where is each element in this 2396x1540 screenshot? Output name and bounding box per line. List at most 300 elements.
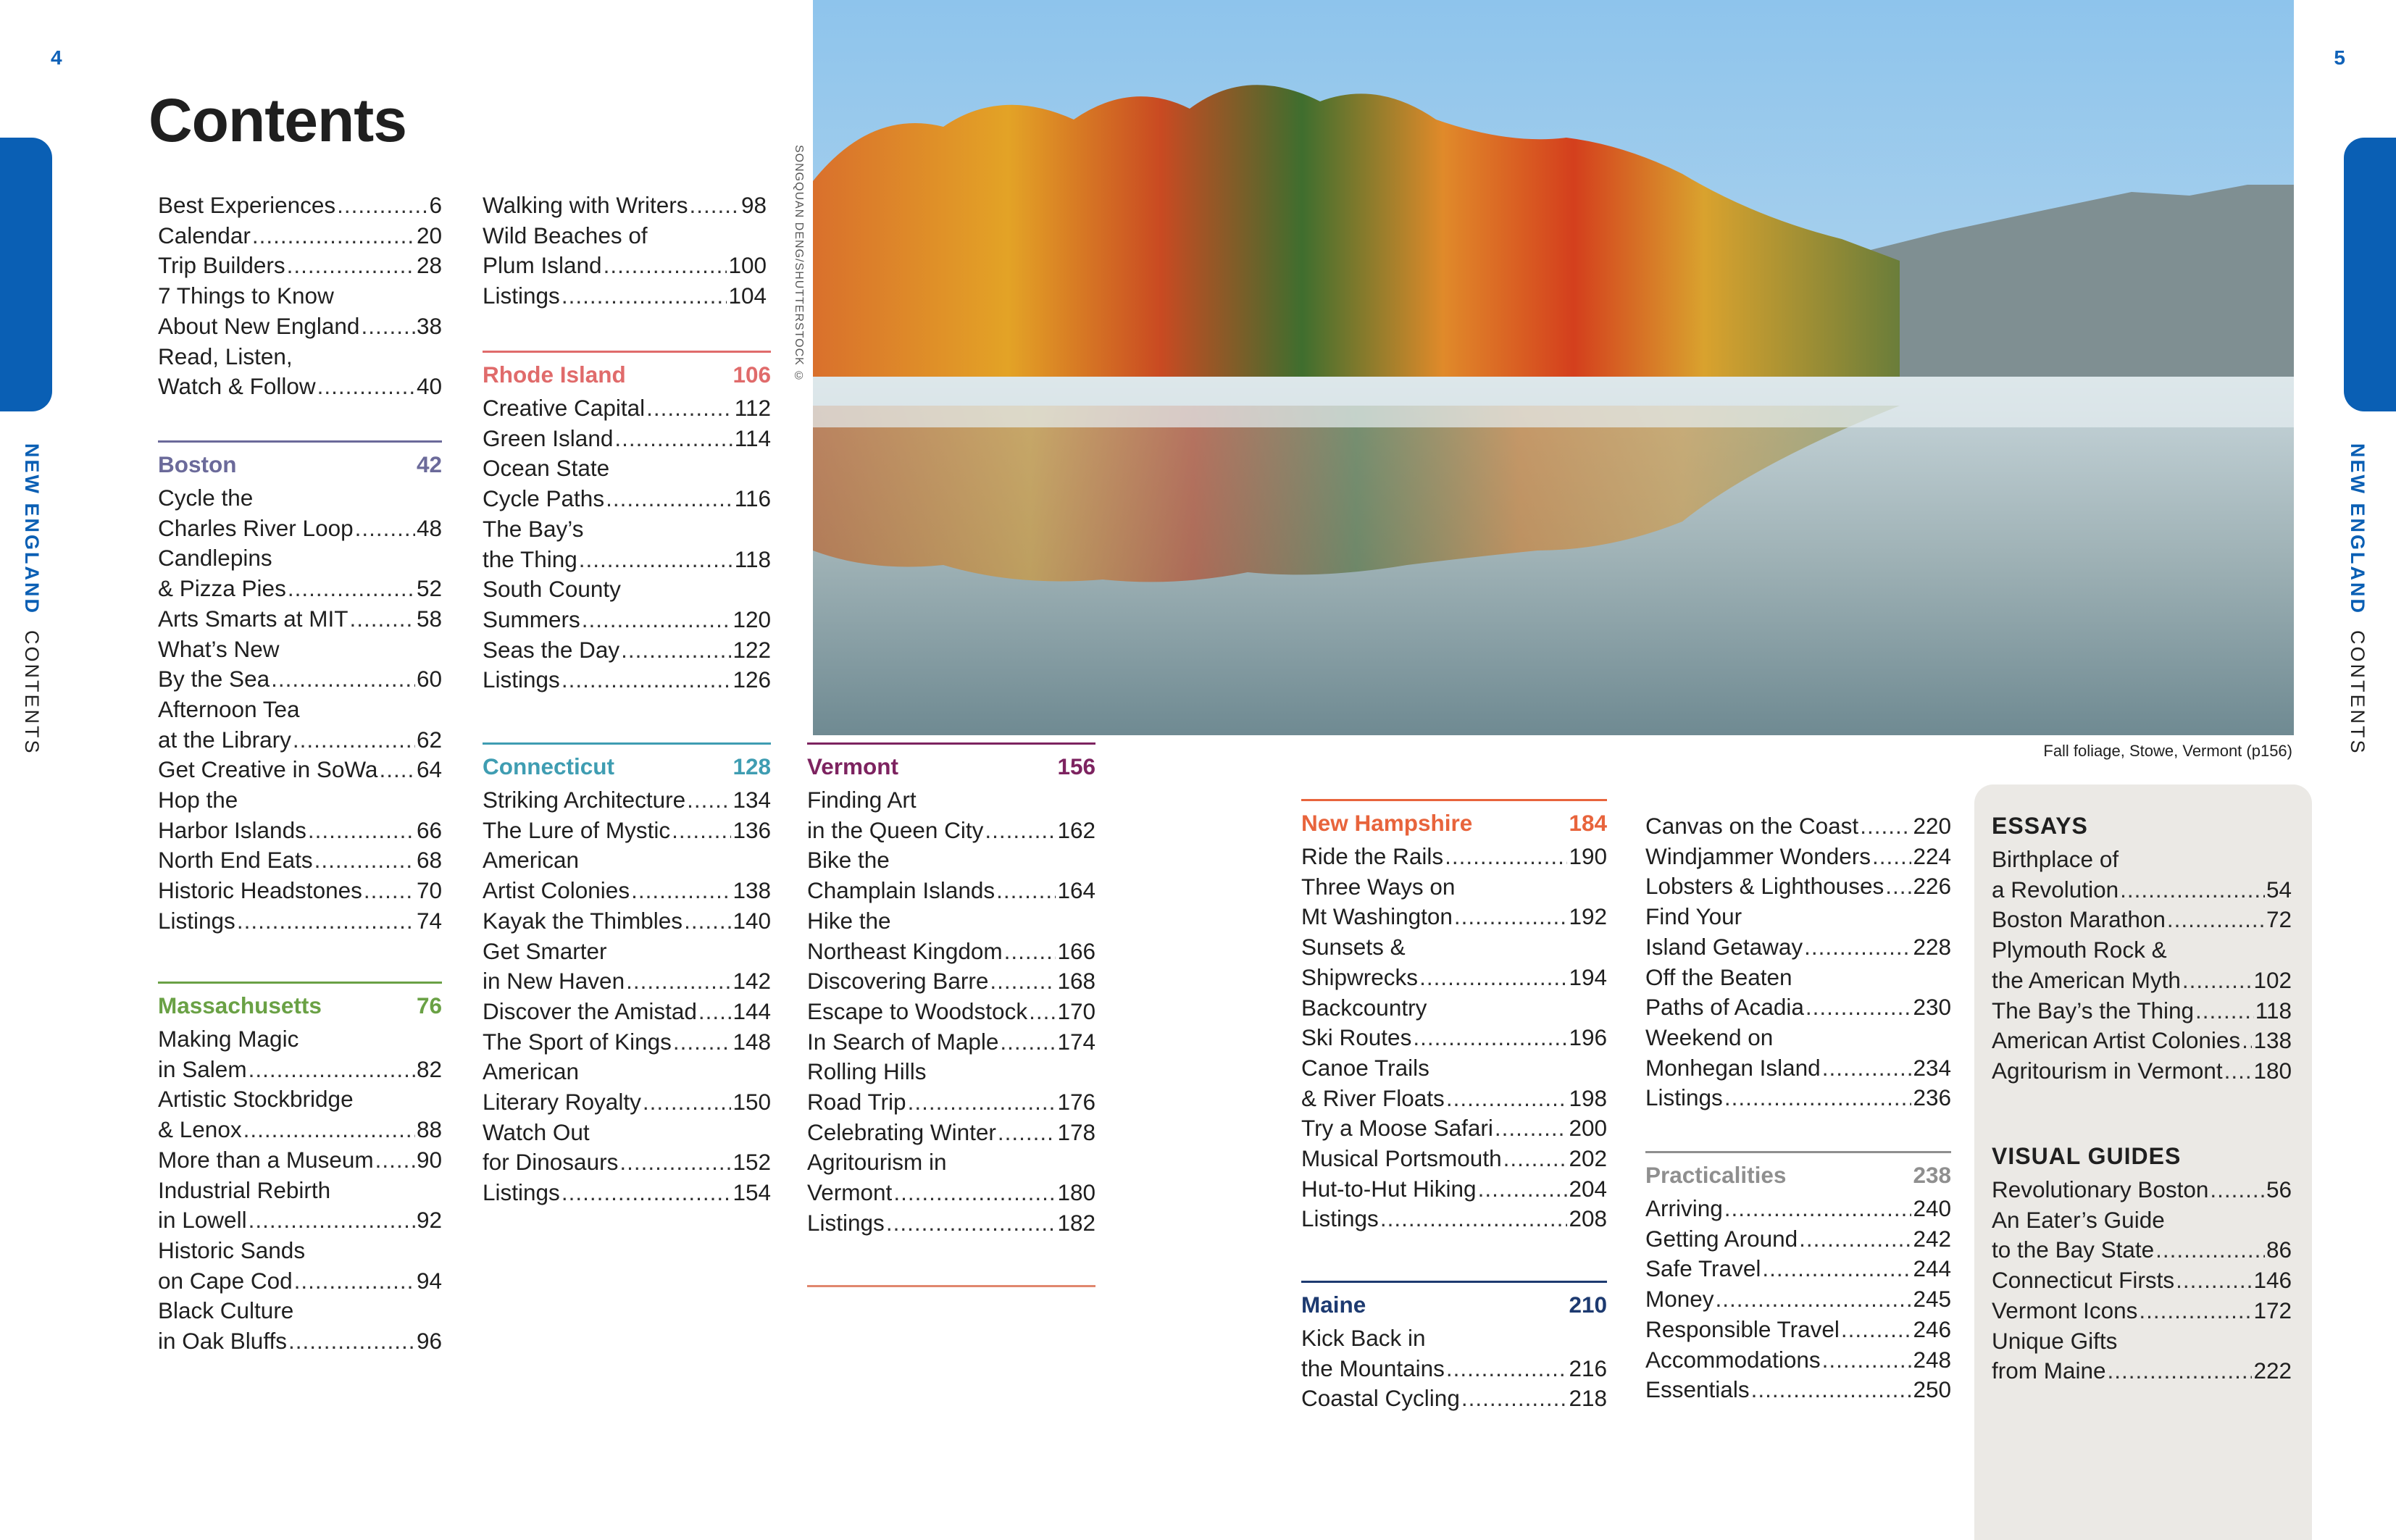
toc-entry-page: 192 [1569, 903, 1607, 930]
toc-entry[interactable] [1992, 1026, 2292, 1056]
toc-entry[interactable] [483, 665, 771, 695]
dot-leader [2210, 1175, 2265, 1205]
toc-maine-continued [1645, 811, 1951, 1113]
toc-entry[interactable] [1645, 1375, 1951, 1405]
dot-leader [614, 424, 732, 454]
toc-entry-row [483, 393, 771, 424]
toc-entry[interactable] [483, 1118, 771, 1178]
toc-entry[interactable] [1992, 996, 2292, 1026]
toc-entry-title: in Oak Bluffs [158, 1328, 288, 1355]
dot-leader [673, 1027, 732, 1058]
section-page: 184 [1569, 810, 1607, 836]
toc-entry-title: Hut-to-Hut Hiking [1301, 1175, 1477, 1202]
toc-entry[interactable] [158, 785, 442, 845]
toc-entry[interactable] [158, 906, 442, 937]
toc-entry[interactable] [158, 1176, 442, 1236]
toc-entry[interactable] [1992, 1205, 2292, 1265]
toc-entry-title: Essentials [1645, 1376, 1750, 1403]
section-heading-new-hampshire[interactable] [1301, 799, 1607, 837]
page-number-left: 4 [51, 46, 62, 69]
toc-entry[interactable] [483, 424, 771, 454]
toc-entry[interactable] [1301, 932, 1607, 992]
toc-entry-title: a Revolution [1992, 876, 2119, 903]
toc-entry-row [807, 966, 1095, 997]
toc-entry-title: Harbor Islands [158, 816, 306, 843]
section-heading-rhode-island[interactable] [483, 351, 771, 389]
toc-entry-title: Road Trip [807, 1089, 906, 1116]
toc-entry-row [158, 372, 442, 402]
toc-entry[interactable] [1992, 935, 2292, 995]
toc-entry-title: Canvas on the Coast [1645, 813, 1859, 839]
side-label-left [20, 443, 43, 756]
toc-entry-title-line: Artistic Stockbridge [158, 1086, 354, 1113]
toc-entry[interactable] [1645, 963, 1951, 1023]
toc-entry-title: Discovering Barre [807, 968, 989, 995]
toc-entry-title: Walking with Writers [483, 192, 688, 218]
dot-leader [606, 484, 733, 514]
section-title: Maine [1301, 1292, 1366, 1318]
toc-entry-title: Money [1645, 1286, 1714, 1313]
toc-entry-title: Vermont [807, 1179, 893, 1206]
toc-entry-title: Best Experiences [158, 192, 336, 218]
toc-entry-title-line: American [483, 847, 580, 874]
dot-leader [626, 966, 731, 997]
toc-entry[interactable] [1645, 1083, 1951, 1113]
toc-entry[interactable] [807, 845, 1095, 905]
toc-entry-page: 58 [416, 605, 442, 632]
section-title: Connecticut [483, 753, 615, 779]
entry-list [1301, 1323, 1607, 1414]
section-end-rule [807, 1285, 1095, 1287]
toc-entry-page: 166 [1057, 937, 1095, 964]
toc-entry-title: Listings [483, 666, 560, 693]
toc-entry[interactable] [1301, 842, 1607, 872]
toc-entry[interactable] [483, 221, 767, 281]
toc-entry[interactable] [483, 816, 771, 846]
toc-entry-row [1301, 963, 1607, 993]
toc-entry-page: 54 [2266, 876, 2292, 903]
toc-entry[interactable] [483, 997, 771, 1027]
toc-entry-page: 220 [1913, 813, 1951, 839]
toc-entry-row [807, 1118, 1095, 1148]
toc-entry-title-line: Get Smarter [483, 937, 607, 964]
toc-entry-row [1301, 1144, 1607, 1174]
toc-entry[interactable] [1645, 1345, 1951, 1376]
toc-entry[interactable] [158, 1236, 442, 1296]
dot-leader [1822, 1345, 1912, 1376]
toc-entry-page: 38 [416, 312, 442, 339]
toc-entry[interactable] [807, 1147, 1095, 1208]
dot-leader [1446, 1084, 1568, 1114]
toc-entry[interactable] [483, 906, 771, 937]
toc-entry-row [483, 1087, 771, 1118]
toc-entry-title-line: Making Magic [158, 1026, 299, 1052]
side-tab-left [0, 138, 52, 411]
toc-entry-row [483, 281, 767, 311]
dot-leader [2120, 875, 2265, 905]
toc-entry[interactable] [1301, 872, 1607, 932]
dot-leader [893, 1178, 1056, 1208]
toc-entry[interactable] [807, 906, 1095, 966]
toc-entry-page: 242 [1913, 1225, 1951, 1252]
toc-entry-page: 246 [1913, 1315, 1951, 1342]
toc-entry[interactable] [483, 937, 771, 997]
dot-leader [1495, 1113, 1568, 1144]
dot-leader [604, 251, 727, 281]
toc-entry[interactable] [1645, 1284, 1951, 1315]
toc-section-maine [1301, 1281, 1607, 1414]
dot-leader [252, 221, 415, 251]
dot-leader [1478, 1174, 1568, 1205]
toc-entry-row [1992, 996, 2292, 1026]
dot-leader [243, 1115, 415, 1145]
toc-entry-page: 216 [1569, 1355, 1607, 1381]
toc-entry[interactable] [1645, 871, 1951, 902]
toc-entry-row [1645, 1375, 1951, 1405]
toc-entry-page: 202 [1569, 1145, 1607, 1172]
entry-list [1992, 1175, 2292, 1386]
toc-entry-page: 174 [1057, 1028, 1095, 1055]
toc-entry[interactable] [158, 755, 442, 785]
toc-entry-title: Green Island [483, 424, 614, 451]
toc-entry-page: 70 [416, 877, 442, 904]
toc-entry-title-line: Rolling Hills [807, 1058, 927, 1085]
toc-entry-title: Listings [483, 1179, 560, 1206]
section-heading-vermont[interactable] [807, 742, 1095, 781]
toc-entry[interactable] [483, 453, 771, 514]
toc-entry[interactable] [1301, 1384, 1607, 1414]
toc-entry[interactable] [483, 574, 771, 635]
toc-entry[interactable] [807, 1118, 1095, 1148]
dot-leader [579, 545, 733, 575]
toc-entry-page: 136 [732, 816, 771, 843]
toc-entry[interactable] [158, 251, 442, 281]
toc-entry[interactable] [1992, 1296, 2292, 1326]
dot-leader [350, 604, 415, 635]
toc-entry[interactable] [1645, 842, 1951, 872]
toc-entry-title: Listings [1301, 1205, 1379, 1232]
entry-list [1645, 1194, 1951, 1405]
toc-entry[interactable] [158, 845, 442, 876]
toc-entry[interactable] [1645, 1224, 1951, 1255]
toc-entry-row [807, 1027, 1095, 1058]
toc-entry-title-line: Black Culture [158, 1297, 294, 1324]
toc-entry-row [483, 545, 771, 575]
toc-entry-title: Connecticut Firsts [1992, 1267, 2175, 1294]
toc-entry-title: By the Sea [158, 666, 270, 692]
toc-entry[interactable] [158, 1296, 442, 1356]
toc-entry-row [158, 1326, 442, 1357]
dot-leader [672, 816, 731, 846]
dot-leader [1885, 871, 1911, 902]
toc-entry-page: 56 [2266, 1176, 2292, 1202]
toc-entry-title-line: Wild Beaches of [483, 222, 648, 248]
toc-entry-title-line: An Eater’s Guide [1992, 1206, 2165, 1233]
dot-leader [1804, 932, 1911, 963]
toc-massachusetts-continued [483, 191, 767, 311]
toc-entry-title: Ski Routes [1301, 1024, 1412, 1051]
toc-entry-title: in Salem [158, 1055, 247, 1082]
dot-leader [249, 1205, 415, 1236]
toc-entry-page: 162 [1057, 816, 1095, 843]
toc-entry-page: 94 [416, 1267, 442, 1294]
toc-entry[interactable] [158, 1145, 442, 1176]
dot-leader [1445, 842, 1567, 872]
toc-entry[interactable] [1645, 1254, 1951, 1284]
toc-entry-page: 138 [2253, 1027, 2292, 1054]
toc-entry-page: 120 [732, 606, 771, 632]
section-heading-practicalities[interactable] [1645, 1151, 1951, 1189]
toc-entry-title: the Mountains [1301, 1355, 1445, 1381]
dot-leader [1716, 1284, 1912, 1315]
toc-entry-page: 190 [1569, 843, 1607, 869]
toc-entry[interactable] [1645, 1315, 1951, 1345]
toc-entry-title: Vermont Icons [1992, 1297, 2138, 1323]
toc-entry[interactable] [483, 191, 767, 221]
toc-entry-title-line: Find Your [1645, 903, 1742, 930]
toc-entry-row [483, 424, 771, 454]
toc-entry[interactable] [1645, 902, 1951, 962]
toc-entry-row [1645, 1254, 1951, 1284]
toc-entry[interactable] [158, 221, 442, 251]
toc-entry-title: Literary Royalty [483, 1089, 641, 1116]
feature-photo [813, 0, 2294, 735]
dot-leader [643, 1087, 732, 1118]
toc-entry-title-line: The Bay’s [483, 515, 584, 542]
toc-entry[interactable] [483, 514, 771, 574]
toc-entry[interactable] [483, 1057, 771, 1117]
toc-entry-title: to the Bay State [1992, 1236, 2155, 1263]
dot-leader [288, 574, 415, 604]
toc-entry-title: at the Library [158, 726, 291, 753]
toc-entry[interactable] [483, 1027, 771, 1058]
toc-entry[interactable] [158, 876, 442, 906]
toc-entry-title: & River Floats [1301, 1084, 1445, 1111]
toc-entry-title: Try a Moose Safari [1301, 1115, 1493, 1142]
toc-entry[interactable] [158, 483, 442, 543]
toc-entry[interactable] [1645, 811, 1951, 842]
toc-entry[interactable] [158, 1024, 442, 1084]
section-page: 106 [732, 361, 771, 388]
side-label-section-right: CONTENTS [2347, 630, 2368, 756]
toc-entry-page: 6 [429, 192, 442, 218]
toc-entry[interactable] [483, 393, 771, 424]
section-heading-maine[interactable] [1301, 1281, 1607, 1319]
essays-heading: ESSAYS [1992, 813, 2088, 839]
toc-entry-page: 230 [1913, 994, 1951, 1021]
toc-entry[interactable] [1301, 1053, 1607, 1113]
toc-entry[interactable] [158, 543, 442, 603]
toc-entry-row [158, 845, 442, 876]
toc-entry-row [1992, 1296, 2292, 1326]
toc-entry-row [807, 937, 1095, 967]
toc-entry-title: The Bay’s the Thing [1992, 997, 2195, 1024]
toc-entry[interactable] [1645, 1023, 1951, 1083]
toc-entry-title: Boston Marathon [1992, 906, 2166, 933]
section-title: Rhode Island [483, 361, 626, 388]
toc-entry-page: 122 [732, 636, 771, 663]
dot-leader [562, 665, 732, 695]
toc-entry[interactable] [1301, 993, 1607, 1053]
toc-entry[interactable] [1992, 845, 2292, 905]
section-heading-boston[interactable] [158, 440, 442, 479]
toc-entry[interactable] [807, 1027, 1095, 1058]
toc-entry[interactable] [158, 695, 442, 755]
section-heading-connecticut[interactable] [483, 742, 771, 781]
toc-entry-row [158, 1055, 442, 1085]
toc-entry[interactable] [483, 785, 771, 816]
toc-entry-page: 104 [728, 283, 767, 309]
toc-entry-title: in New Haven [483, 968, 625, 995]
toc-entry[interactable] [1992, 1175, 2292, 1205]
toc-entry[interactable] [1992, 1056, 2292, 1087]
toc-entry[interactable] [807, 1208, 1095, 1239]
toc-entry-row [807, 1178, 1095, 1208]
toc-entry[interactable] [158, 604, 442, 635]
toc-entry-title: American Artist Colonies [1992, 1027, 2241, 1054]
toc-entry-title-line: Bike the [807, 847, 890, 874]
toc-entry-title-line: What’s New [158, 635, 280, 662]
dot-leader [1029, 997, 1056, 1027]
toc-entry-title-line: Backcountry [1301, 994, 1427, 1021]
toc-entry-row [158, 725, 442, 756]
toc-entry-row [1645, 1053, 1951, 1084]
toc-entry-row [1992, 905, 2292, 935]
toc-entry-title: Safe Travel [1645, 1255, 1761, 1282]
toc-entry[interactable] [807, 997, 1095, 1027]
section-page: 156 [1057, 753, 1095, 779]
dot-leader [582, 605, 732, 635]
dot-leader [1762, 1254, 1911, 1284]
toc-entry-title: Get Creative in SoWa [158, 756, 378, 783]
dot-leader [249, 1055, 415, 1085]
toc-entry-title: Shipwrecks [1301, 963, 1419, 990]
toc-intro [158, 191, 442, 402]
toc-entry[interactable] [158, 191, 442, 221]
toc-entry[interactable] [1301, 1204, 1607, 1234]
toc-entry[interactable] [1992, 1326, 2292, 1386]
toc-entry-title: The Sport of Kings [483, 1028, 672, 1055]
toc-entry-title: About New England [158, 312, 360, 339]
toc-entry-page: 146 [2253, 1267, 2292, 1294]
toc-entry[interactable] [807, 966, 1095, 997]
toc-entry-row [1992, 1265, 2292, 1296]
toc-entry[interactable] [158, 342, 442, 402]
toc-entry-title: Responsible Travel [1645, 1315, 1840, 1342]
toc-entry-title: Revolutionary Boston [1992, 1176, 2209, 1202]
toc-entry[interactable] [807, 785, 1095, 845]
toc-entry-row [1992, 966, 2292, 996]
toc-entry-title: Listings [483, 283, 560, 309]
dot-leader [361, 311, 415, 342]
photo-caption: Fall foliage, Stowe, Vermont (p156) [2043, 742, 2292, 760]
toc-entry[interactable] [1301, 1113, 1607, 1144]
toc-entry[interactable] [807, 1057, 1095, 1117]
dot-leader [293, 725, 415, 756]
dot-leader [886, 1208, 1056, 1239]
dot-leader [317, 372, 415, 402]
toc-entry[interactable] [1301, 1144, 1607, 1174]
toc-entry[interactable] [483, 1178, 771, 1208]
toc-entry-page: 218 [1569, 1385, 1607, 1412]
dot-leader [1413, 1023, 1567, 1053]
dot-leader [562, 281, 727, 311]
toc-entry[interactable] [1301, 1323, 1607, 1384]
toc-entry-title: Trip Builders [158, 252, 285, 279]
toc-entry-page: 180 [2253, 1057, 2292, 1084]
side-tab-right [2344, 138, 2396, 411]
toc-entry-page: 164 [1057, 877, 1095, 904]
toc-entry-page: 20 [416, 222, 442, 248]
toc-section-boston [158, 440, 442, 937]
toc-entry[interactable] [158, 1084, 442, 1144]
dot-leader [646, 393, 733, 424]
toc-entry-title: Accommodations [1645, 1346, 1821, 1373]
toc-entry-row [1645, 932, 1951, 963]
toc-entry-row [1301, 1084, 1607, 1114]
toc-entry-title: Artist Colonies [483, 877, 630, 904]
toc-entry-page: 86 [2266, 1236, 2292, 1263]
toc-entry[interactable] [158, 635, 442, 695]
toc-entry[interactable] [483, 635, 771, 666]
toc-entry-row [1301, 1384, 1607, 1414]
toc-entry[interactable] [1301, 1174, 1607, 1205]
section-heading-massachusetts[interactable] [158, 982, 442, 1020]
toc-entry-page: 172 [2253, 1297, 2292, 1323]
toc-entry-title-line: American [483, 1058, 580, 1085]
section-title: New Hampshire [1301, 810, 1473, 836]
toc-entry-title: Champlain Islands [807, 877, 995, 904]
visual-guides-heading: VISUAL GUIDES [1992, 1143, 2182, 1169]
toc-entry-page: 148 [732, 1028, 771, 1055]
photo-credit: SONGQUAN DENG/SHUTTERSTOCK © [793, 145, 805, 383]
toc-entry-title: Watch & Follow [158, 373, 316, 400]
page-title: Contents [149, 86, 406, 154]
toc-entry-row [158, 514, 442, 544]
dot-leader [1446, 1354, 1568, 1384]
toc-entry-page: 74 [416, 907, 442, 934]
toc-entry-title: Monhegan Island [1645, 1054, 1821, 1081]
toc-entry-title-line: Read, Listen, [158, 343, 293, 369]
section-page: 42 [416, 451, 442, 477]
toc-entry-title: Arts Smarts at MIT [158, 605, 348, 632]
toc-entry[interactable] [1992, 1265, 2292, 1296]
toc-entry-row [1301, 1113, 1607, 1144]
toc-entry[interactable] [1992, 905, 2292, 935]
toc-entry-row [1645, 1345, 1951, 1376]
dot-leader [2155, 1235, 2265, 1265]
toc-section-vermont [807, 742, 1095, 1239]
toc-entry[interactable] [1645, 1194, 1951, 1224]
toc-entry-page: 98 [740, 192, 767, 218]
toc-entry-row [1992, 875, 2292, 905]
toc-entry[interactable] [158, 281, 442, 341]
section-page: 76 [416, 992, 442, 1018]
dot-leader [2176, 1265, 2252, 1296]
toc-entry[interactable] [483, 281, 767, 311]
entry-list [1992, 845, 2292, 1087]
toc-entry-title: Northeast Kingdom [807, 937, 1003, 964]
dot-leader [1841, 1315, 1912, 1345]
toc-entry-row [1301, 1174, 1607, 1205]
dot-leader [288, 1326, 415, 1357]
dot-leader [1751, 1375, 1912, 1405]
toc-entry-row [1301, 1204, 1607, 1234]
section-page: 238 [1913, 1162, 1951, 1188]
dot-leader [271, 664, 415, 695]
toc-entry[interactable] [483, 845, 771, 905]
dot-leader [364, 876, 415, 906]
